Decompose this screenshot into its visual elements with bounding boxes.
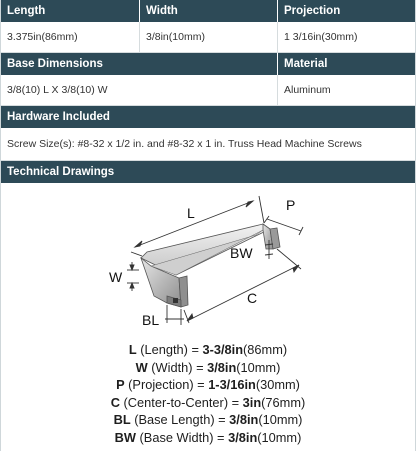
legend-value: 3/8in [207, 359, 237, 375]
legend-name: (Projection) = [124, 377, 209, 392]
technical-header-row [1, 161, 415, 183]
legend-key: W [135, 359, 148, 375]
label-l: L [187, 205, 195, 221]
legend-name: (Width) = [147, 359, 208, 375]
base-value-row [1, 75, 415, 106]
legend-metric: (86mm) [243, 342, 288, 357]
legend-line [1, 394, 415, 412]
width-value: 3/8in(10mm) [140, 22, 278, 52]
length-value: 3.375in(86mm) [1, 22, 140, 52]
legend-line [1, 359, 415, 377]
width-header: Width [140, 0, 278, 22]
label-bw: BW [230, 245, 253, 261]
material-header: Material [284, 58, 328, 70]
label-c: C [247, 290, 258, 306]
label-w: W [109, 269, 123, 285]
specs-header-row [1, 0, 415, 22]
legend-key: BW [114, 429, 136, 445]
material-value: Aluminum [284, 84, 331, 96]
hardware-value: Screw Size(s): #8-32 x 1/2 in. and #8-32 x 1 in. Truss Head Machine Screws [7, 138, 362, 150]
projection-value: 1 3/16in(30mm) [284, 31, 358, 43]
legend-value: 3/8in [228, 429, 258, 445]
legend-key: L [128, 342, 137, 357]
technical-drawings-header: Technical Drawings [7, 166, 115, 178]
label-bl: BL [142, 312, 160, 328]
legend-value: 3-3/8in [202, 342, 244, 357]
hardware-value-row [1, 128, 415, 161]
base-header-row [1, 53, 415, 75]
legend-line [1, 376, 415, 394]
legend-key: P [116, 377, 125, 392]
legend-name: (Center-to-Center) = [119, 394, 243, 410]
legend-line [1, 411, 415, 429]
legend-metric: (10mm) [257, 429, 302, 445]
label-p: P [286, 197, 296, 213]
hardware-header-row [1, 106, 415, 128]
technical-drawing [1, 183, 415, 451]
specs-value-row [1, 22, 415, 53]
legend-line [1, 429, 415, 447]
legend-metric: (30mm) [255, 377, 300, 392]
legend-key: C [110, 394, 120, 410]
legend-metric: (10mm) [258, 412, 303, 427]
legend-value: 3/8in [229, 412, 259, 427]
projection-header: Projection [284, 5, 341, 17]
legend-value: 1-3/16in [208, 377, 256, 392]
legend-line [1, 341, 415, 359]
length-header: Length [1, 0, 140, 22]
legend-value: 3in [242, 394, 262, 410]
dimension-width [127, 262, 139, 291]
hardware-header: Hardware Included [7, 111, 110, 123]
legend-name: (Base Width) = [135, 429, 229, 445]
legend-name: (Length) = [136, 342, 203, 357]
legend-metric: (10mm) [236, 359, 281, 375]
legend-name: (Base Length) = [130, 412, 230, 427]
legend-metric: (76mm) [261, 394, 306, 410]
base-dimensions-value: 3/8(10) L X 3/8(10) W [1, 75, 278, 105]
base-dimensions-header: Base Dimensions [1, 53, 278, 75]
dimension-legend [1, 341, 415, 446]
dimension-base-length [165, 305, 184, 325]
legend-key: BL [113, 412, 131, 427]
